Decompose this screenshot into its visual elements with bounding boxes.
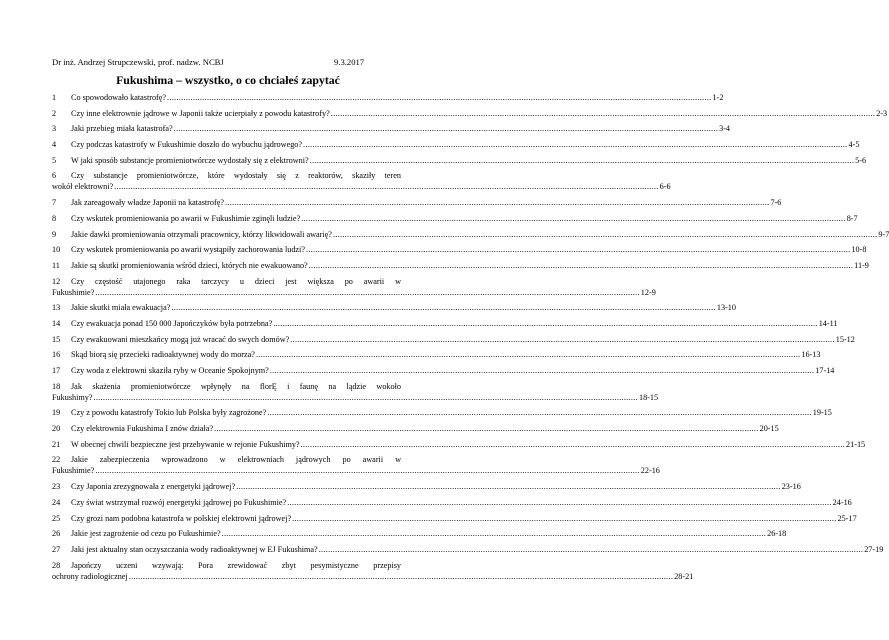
toc-entry-pages: 23-16	[781, 482, 801, 492]
toc-entry[interactable]	[52, 381, 659, 408]
toc-entry-text: Czy elektrownia Fukushima I znów działa?	[71, 424, 214, 434]
toc-entry-number: 28	[52, 560, 61, 570]
toc-entry[interactable]	[52, 213, 858, 229]
toc-entry-number: 22	[52, 455, 61, 465]
toc-entry-number: 16	[52, 350, 61, 360]
dot-leader	[331, 108, 875, 119]
toc-entry-number: 6	[52, 171, 57, 181]
toc-entry-pages: 6-6	[659, 182, 671, 192]
toc-entry-line	[52, 381, 401, 392]
document-date: 9.3.2017	[334, 57, 365, 67]
toc-entry[interactable]	[52, 302, 736, 318]
table-of-contents	[52, 92, 889, 586]
toc-entry-text: Czy częstość utajonego raka tarczycy u dzieci jest większa po awarii w	[71, 276, 401, 286]
toc-entry-line	[52, 276, 401, 287]
toc-entry[interactable]	[52, 170, 671, 197]
toc-entry[interactable]	[52, 365, 835, 381]
toc-entry-pages: 24-16	[832, 497, 852, 507]
dot-leader	[333, 229, 877, 240]
dot-leader	[222, 528, 766, 539]
toc-entry[interactable]	[52, 439, 866, 455]
toc-entry-text: Jakie dawki promieniowania otrzymali pracownicy, którzy likwidowali awarię?	[71, 229, 332, 239]
dot-leader	[267, 407, 811, 418]
toc-entry-number: 10	[52, 245, 61, 255]
toc-entry[interactable]	[52, 407, 832, 423]
dot-leader	[270, 365, 814, 376]
toc-entry[interactable]	[52, 349, 821, 365]
toc-entry-number: 5	[52, 155, 57, 165]
dot-leader	[236, 481, 780, 492]
toc-entry-pages: 1-2	[712, 93, 724, 102]
toc-entry[interactable]	[52, 528, 787, 544]
toc-entry-pages: 3-4	[719, 124, 731, 134]
dot-leader	[303, 139, 847, 150]
toc-entry-text: Jaki jest aktualny stan oczyszczania wody radioaktywnej w EJ Fukushima?	[71, 544, 318, 554]
dot-leader	[174, 123, 718, 134]
toc-entry-number: 12	[52, 276, 61, 286]
toc-entry-number: 23	[52, 482, 61, 492]
toc-entry[interactable]	[52, 454, 660, 481]
toc-entry[interactable]	[52, 260, 869, 276]
toc-entry-pages: 20-15	[759, 424, 779, 434]
toc-entry-text: Czy Japonia zrezygnowała z energetyki jądrowej?	[71, 482, 236, 492]
toc-entry[interactable]	[52, 481, 801, 497]
dot-leader	[95, 287, 639, 298]
toc-entry-number: 2	[52, 108, 57, 118]
toc-entry-number: 26	[52, 529, 61, 539]
toc-entry-number: 13	[52, 303, 61, 313]
dot-leader	[214, 423, 758, 434]
toc-entry-pages: 15-12	[835, 334, 855, 344]
toc-entry-pages: 17-14	[815, 366, 835, 375]
toc-entry-text: Skąd biorą się przecieki radioaktywnej wody do morza?	[71, 350, 255, 360]
toc-entry-text: Jak zareagowały władze Japonii na katastrofę?	[71, 198, 224, 208]
toc-entry[interactable]	[52, 334, 855, 350]
toc-entry[interactable]	[52, 560, 694, 587]
toc-entry-text: Czy ewakuowani mieszkańcy mogą już wracać do swych domów?	[71, 334, 290, 344]
toc-entry-text: Jak skażenia promieniotwórcze wpłynęły na florĘ i faunę na lądzie wokoło	[71, 381, 401, 391]
dot-leader	[273, 318, 817, 329]
toc-entry-text: Japończy uczeni wzywają: Pora zrewidować zbyt pesymistyczne przepisy	[71, 560, 401, 570]
toc-entry-text: Jakie są skutki promieniowania wśród dzieci, których nie ewakuowano?	[71, 260, 308, 270]
toc-entry-text: Jakie jest zagrożenie od cezu po Fukushimie?	[71, 529, 221, 539]
toc-entry[interactable]	[52, 513, 857, 529]
toc-entry-number: 21	[52, 439, 61, 449]
toc-entry-text: Czy świat wstrzymał rozwój energetyki jądrowej po Fukushimie?	[71, 497, 287, 507]
author-line: Dr inż. Andrzej Strupczewski, prof. nadzw. NCBJ	[52, 57, 224, 67]
toc-entry-pages: 2-3	[876, 108, 888, 118]
dot-leader	[290, 334, 834, 345]
toc-entry-number: 15	[52, 334, 61, 344]
toc-entry-number: 24	[52, 497, 61, 507]
toc-entry[interactable]	[52, 123, 731, 139]
toc-entry-number: 18	[52, 381, 61, 391]
toc-entry-text: Czy grozi nam podobna katastrofa w polskiej elektrowni jądrowej?	[71, 513, 292, 523]
toc-entry-number: 17	[52, 366, 61, 375]
toc-entry-number: 4	[52, 140, 57, 150]
toc-entry-pages: 18-15	[638, 392, 659, 402]
toc-entry-pages: 27-19	[864, 544, 884, 554]
dot-leader	[129, 571, 673, 582]
toc-entry-pages: 9-7	[878, 229, 889, 239]
toc-entry-text-continued: wokół elektrowni?	[52, 182, 114, 192]
toc-entry-number: 8	[52, 213, 57, 223]
dot-leader	[306, 244, 850, 255]
toc-entry[interactable]	[52, 92, 724, 108]
toc-entry[interactable]	[52, 229, 889, 245]
toc-entry-text: Czy substancje promieniotwórcze, które wydostały się z reaktorów, skaziły teren	[71, 171, 401, 181]
toc-entry-pages: 16-13	[801, 350, 821, 360]
toc-entry[interactable]	[52, 544, 884, 560]
toc-entry-number: 7	[52, 198, 57, 208]
toc-entry-text: Czy ewakuacja ponad 150 000 Japończyków była potrzebna?	[71, 318, 273, 328]
toc-entry-pages: 5-6	[855, 155, 867, 165]
toc-entry-text: Czy z powodu katastrofy Tokio lub Polska były zagrożone?	[71, 408, 267, 418]
dot-leader	[301, 439, 845, 450]
toc-entry-number: 20	[52, 424, 61, 434]
toc-entry-text: W jaki sposób substancje promieniotwórcze wydostały się z elektrowni?	[71, 155, 309, 165]
toc-entry-pages: 22-16	[640, 466, 660, 476]
toc-entry[interactable]	[52, 244, 867, 260]
toc-entry-text: Czy inne elektrownie jądrowe w Japonii także ucierpiały z powodu katastrofy?	[71, 108, 330, 118]
dot-leader	[292, 513, 836, 524]
toc-entry[interactable]	[52, 139, 860, 155]
toc-entry[interactable]	[52, 423, 779, 439]
toc-entry-text: Jakie zabezpieczenia wprowadzono w elektrowniach jądrowych po awarii w	[71, 455, 401, 465]
toc-entry-text-continued: Fukushimie?	[52, 287, 95, 297]
toc-entry-pages: 14-11	[818, 318, 838, 328]
toc-entry[interactable]	[52, 155, 867, 171]
toc-entry-text: Czy podczas katastrofy w Fukushimie doszło do wybuchu jądrowego?	[71, 140, 303, 150]
toc-entry-pages: 13-10	[716, 303, 736, 313]
toc-entry[interactable]	[52, 197, 782, 213]
dot-leader	[114, 181, 658, 192]
toc-entry[interactable]	[52, 318, 838, 334]
toc-entry-number: 3	[52, 124, 57, 134]
toc-entry-text: Czy wskutek promieniowania po awarii wystąpiły zachorowania ludzi?	[71, 245, 305, 255]
document-header	[52, 56, 404, 68]
toc-entry-number: 19	[52, 408, 61, 418]
dot-leader	[171, 302, 715, 313]
toc-entry-pages: 7-6	[770, 198, 782, 208]
toc-entry-text-continued: ochrony radiologicznej	[52, 571, 128, 581]
toc-entry-number: 27	[52, 544, 61, 554]
toc-entry-pages: 4-5	[848, 140, 860, 150]
toc-entry-text-continued: Fukushimie?	[52, 466, 95, 476]
dot-leader	[309, 260, 853, 271]
toc-entry[interactable]	[52, 108, 888, 124]
toc-entry-pages: 11-9	[854, 260, 869, 270]
toc-entry[interactable]	[52, 497, 852, 513]
toc-entry-pages: 25-17	[837, 513, 857, 523]
toc-entry-pages: 28-21	[674, 571, 694, 581]
toc-entry-line	[52, 560, 401, 571]
dot-leader	[94, 392, 638, 403]
toc-entry-text: Jakie skutki miała ewakuacja?	[71, 303, 171, 313]
dot-leader	[95, 465, 639, 476]
toc-entry-pages: 12-9	[640, 287, 656, 297]
toc-entry-text: Jaki przebieg miała katastrofa?	[71, 124, 173, 134]
toc-entry-text: Czy wskutek promieniowania po awarii w Fukushimie zginęli ludzie?	[71, 213, 301, 223]
dot-leader	[256, 349, 800, 360]
toc-entry-text: Czy woda z elektrowni skaziła ryby w Oceanie Spokojnym?	[71, 366, 269, 375]
toc-entry-text: W obecnej chwili bezpieczne jest przebywanie w rejonie Fukushimy?	[71, 439, 300, 449]
toc-entry-pages: 19-15	[812, 408, 832, 418]
toc-entry-text: Co spowodowało katastrofę?	[71, 93, 167, 102]
toc-entry-number: 11	[52, 260, 60, 270]
toc-entry-line	[52, 170, 401, 181]
toc-entry-number: 25	[52, 513, 61, 523]
dot-leader	[225, 197, 769, 208]
toc-entry-number: 14	[52, 318, 61, 328]
dot-leader	[319, 544, 863, 555]
dot-leader	[287, 497, 831, 508]
toc-entry-number: 1	[52, 93, 57, 102]
toc-entry-number: 9	[52, 229, 57, 239]
dot-leader	[310, 155, 854, 166]
toc-entry-pages: 10-8	[851, 245, 867, 255]
dot-leader	[167, 92, 711, 103]
toc-entry-line	[52, 454, 401, 465]
dot-leader	[301, 213, 845, 224]
document-title: Fukushima – wszystko, o co chciałeś zapytać	[116, 73, 340, 87]
toc-entry-pages: 26-18	[767, 529, 787, 539]
toc-entry-text-continued: Fukushimy?	[52, 392, 93, 402]
toc-entry[interactable]	[52, 276, 656, 303]
toc-entry-pages: 21-15	[846, 439, 866, 449]
toc-entry-pages: 8-7	[846, 213, 858, 223]
